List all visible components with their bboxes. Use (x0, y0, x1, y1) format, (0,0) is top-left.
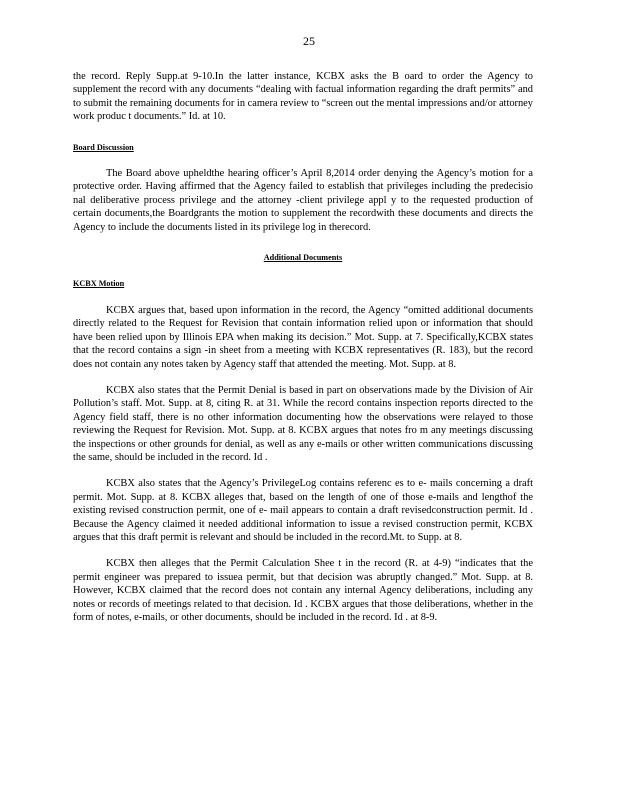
page-number: 25 (303, 34, 315, 48)
paragraph-kcbx-argues: KCBX argues that, based upon information in the record, the Agency “omitted additional documents directly related to the Request for Revision that contain information relied upon or information that should have been relied upon by Illinois EPA when making its decision.” Mot. Supp. at 7. Specifically,KCBX states that the record contains a sign -in sheet from a meeting with KCBX representatives (R. 183), but the record does not contain any notes taken by Agency staff that attended the meeting. Mot. Supp. at 8. (73, 304, 533, 370)
paragraph-board-discussion: The Board above upheldthe hearing officer’s April 8,2014 order denying the Agency’s motion for a protective order. Having affirmed that the Agency failed to establish that privileges including the predecisio nal deliberative process privilege and the attorney -client privilege appl y to the requested production of certain documents,the Boardgrants the motion to supplement the recordwith these documents and directs the Agency to include the documents listed in its privilege log in therecord. (73, 168, 533, 233)
heading-additional-documents: Additional Documents (263, 253, 343, 263)
paragraph-privilege-log: KCBX also states that the Agency’s PrivilegeLog contains referenc es to e- mails concerning a draft permit. Mot. Supp. at 8. KCBX alleges that, based on the length of one of those e-mails and lengthof the existing revised construction permit, one of e- mail appears to contain a draft revisedconstruction permit. Id . Because the Agency claimed it needed additional information to issue a revised construction permit, KCBX argues that this draft permit is relevant and should be included in the record.Mt. to Supp. at 8. (73, 478, 533, 543)
paragraph-reply-supplement: the record. Reply Supp.at 9-10.In the latter instance, KCBX asks the B oard to order the Agency to supplement the record with any documents “dealing with factual information regarding the draft permits” and to submit the remaining documents for in camera review to “screen out the mental impressions and/or attorney work produc t documents.” Id. at 10. (73, 71, 533, 123)
heading-board-discussion: Board Discussion (73, 142, 134, 152)
paragraph-permit-denial: KCBX also states that the Permit Denial is based in part on observations made by the Division of Air Pollution’s staff. Mot. Supp. at 8, citing R. at 31. While the record contains inspection reports directed to the Agency field staff, there is no other information documenting how the observations were relayed to those reviewing the Request for Revision. Mot. Supp. at 8. KCBX argues that notes fro m any meetings discussing the inspections or other grounds for denial, as well as any e-mails or other written communications discussing the same, should be included in the record. Id . (73, 384, 533, 463)
paragraph-permit-calculation: KCBX then alleges that the Permit Calculation Shee t in the record (R. at 4-9) “indicates that the permit engineer was prepared to issuea permit, but that decision was abruptly changed.” Mot. Supp. at 8. However, KCBX claimed that the record does not contain any internal Agency deliberations, including any notes or records of meetings related to that decision. Id . KCBX argues that those deliberations, whether in the form of notes, e-mails, or other documents, should be included in the record. Id . at 8-9. (73, 558, 533, 623)
heading-kcbx-motion: KCBX Motion (73, 279, 125, 289)
document-body (73, 70, 533, 624)
